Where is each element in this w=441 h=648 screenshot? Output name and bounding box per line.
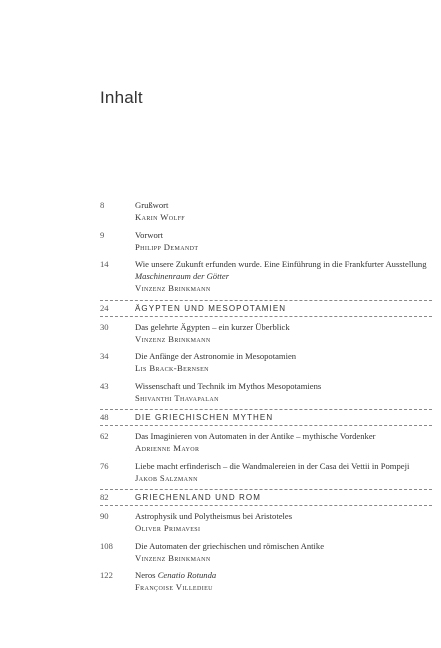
- page-number: 43: [100, 380, 109, 391]
- entry-title-text: Vorwort: [135, 229, 164, 240]
- section-title: DIE GRIECHISCHEN MYTHEN: [135, 413, 274, 422]
- page-number: 8: [100, 200, 105, 210]
- toc-entry: [100, 229, 432, 253]
- toc-entry: [100, 258, 432, 294]
- entry-title-text: Wie unsere Zukunft erfunden wurde. Eine Einführung in die Frankfurter Ausstellung: [135, 259, 427, 269]
- entry-title-text: Liebe macht erfinderisch – die Wandmalereien in der Casa dei Vettii in Pompeji: [135, 460, 410, 471]
- entry-title: [135, 229, 432, 241]
- entry-author: Oliver Primavesi: [135, 523, 201, 533]
- page-number: 34: [100, 351, 109, 361]
- entry-title: [135, 350, 432, 362]
- section-title: GRIECHENLAND UND ROM: [135, 493, 262, 502]
- toc-entry: [100, 199, 432, 223]
- entry-title-text: Grußwort: [135, 200, 169, 210]
- entry-author: Lis Brack-Bernsen: [135, 363, 209, 373]
- entry-author: Adrienne Mayor: [135, 443, 200, 453]
- entry-title-text: Neros: [135, 570, 156, 580]
- entry-author: Karin Wolff: [135, 212, 186, 222]
- entry-author: Jakob Salzmann: [135, 472, 198, 483]
- entry-title-text: Astrophysik und Polytheismus bei Aristoteles: [135, 511, 293, 521]
- page-number: 14: [100, 259, 109, 269]
- page-title: Inhalt: [100, 88, 143, 107]
- entry-title-italic: Cenatio Rotunda: [157, 570, 217, 580]
- entry-title-italic: Maschinenraum der Götter: [135, 271, 230, 281]
- toc-entry: [100, 430, 432, 454]
- entry-author: Vinzenz Brinkmann: [135, 333, 211, 344]
- entry-author: Vinzenz Brinkmann: [135, 552, 211, 563]
- toc-entry: [100, 460, 432, 484]
- entry-author: Françoise Villedieu: [135, 582, 213, 592]
- section-heading: [100, 300, 432, 317]
- toc-entry: [100, 350, 432, 374]
- page-number: 9: [100, 229, 105, 240]
- page-number: 76: [100, 460, 109, 471]
- toc-entry: [100, 540, 432, 564]
- page-number: 48: [100, 412, 109, 422]
- page-number: 90: [100, 511, 109, 521]
- page-number: 82: [100, 492, 109, 502]
- toc-entry: [100, 380, 432, 404]
- entry-title-text: Das gelehrte Ägypten – ein kurzer Überblick: [135, 321, 290, 332]
- table-of-contents: [100, 199, 432, 599]
- toc-entry: [100, 510, 432, 534]
- entry-title: [135, 510, 432, 522]
- page-number: 122: [100, 570, 113, 580]
- section-title: ÄGYPTEN UND MESOPOTAMIEN: [135, 303, 287, 313]
- entry-author: Philipp Demandt: [135, 241, 199, 252]
- toc-entry: [100, 321, 432, 345]
- entry-title-text: Die Automaten der griechischen und römischen Antike: [135, 540, 325, 551]
- page-number: 62: [100, 431, 109, 441]
- entry-title-text: Das Imaginieren von Automaten in der Antike – mythische Vordenker: [135, 431, 376, 441]
- entry-title-text: Wissenschaft und Technik im Mythos Mesopotamiens: [135, 380, 322, 391]
- entry-title: [135, 380, 432, 392]
- entry-title: [135, 460, 432, 472]
- entry-title: [135, 540, 432, 552]
- entry-author: Shivanthi Thavapalan: [135, 392, 219, 403]
- entry-title: [135, 199, 432, 211]
- page-number: 24: [100, 302, 109, 313]
- entry-title: [135, 430, 432, 442]
- entry-author: Vinzenz Brinkmann: [135, 283, 211, 293]
- page-number: 30: [100, 321, 109, 332]
- entry-title: [135, 321, 432, 333]
- page-number: 108: [100, 540, 113, 551]
- entry-title-text: Die Anfänge der Astronomie in Mesopotamien: [135, 351, 297, 361]
- entry-title: [135, 258, 432, 282]
- section-heading: [100, 409, 432, 426]
- section-heading: [100, 489, 432, 506]
- toc-entry: [100, 569, 432, 593]
- entry-title: [135, 569, 432, 581]
